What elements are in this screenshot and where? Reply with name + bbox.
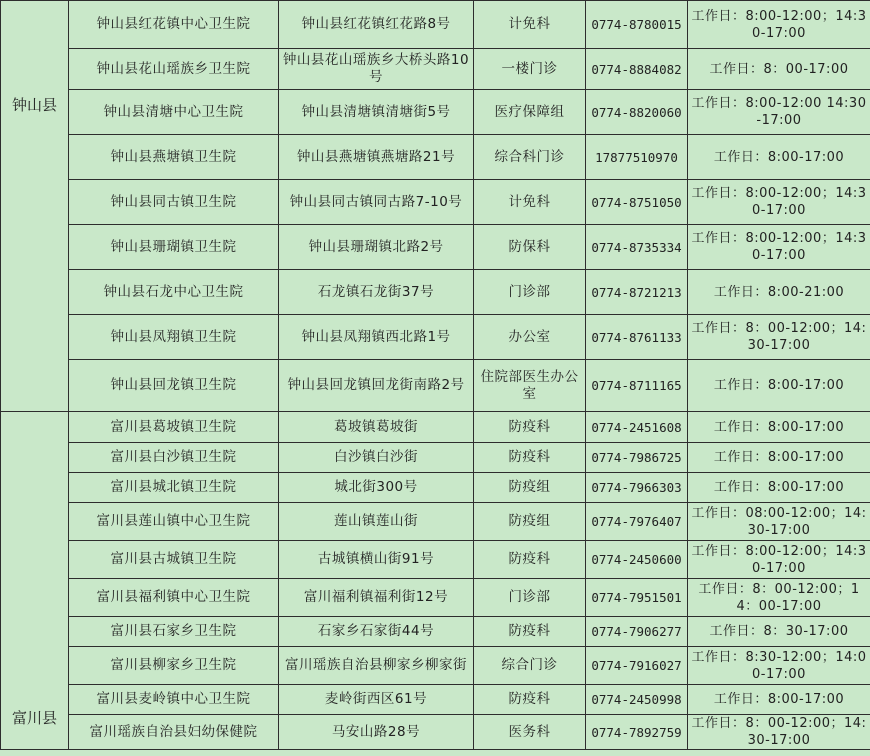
county-name: 钟山县 <box>11 96 57 114</box>
table-row <box>1 315 870 360</box>
hours-cell: 工作日：8：30-17:00 <box>688 617 870 647</box>
hours-cell: 工作日：8:00-12:00；14:30-17:00 <box>688 180 870 225</box>
table-row <box>1 180 870 225</box>
hospital-name-cell: 富川县古城镇卫生院 <box>69 541 279 579</box>
phone-cell: 0774-8721213 <box>586 270 688 315</box>
department-cell: 一楼门诊 <box>474 49 586 90</box>
county-cell <box>1 412 69 750</box>
department-cell: 综合科门诊 <box>474 135 586 180</box>
phone-cell: 0774-7976407 <box>586 503 688 541</box>
hours-cell: 工作日：8:00-21:00 <box>688 270 870 315</box>
hospital-name-cell: 钟山县花山瑶族乡卫生院 <box>69 49 279 90</box>
address-cell: 钟山县红花镇红花路8号 <box>279 1 474 49</box>
department-cell: 防疫科 <box>474 412 586 443</box>
department-cell: 计免科 <box>474 1 586 49</box>
department-cell: 住院部医生办公室 <box>474 360 586 412</box>
table-body <box>1 0 870 750</box>
phone-cell: 0774-8884082 <box>586 49 688 90</box>
hours-cell: 工作日：8:00-12:00；14:30-17:00 <box>688 225 870 270</box>
department-cell: 门诊部 <box>474 270 586 315</box>
hours-cell: 工作日：8:00-12:00；14:30-17:00 <box>688 1 870 49</box>
address-cell: 钟山县同古镇同古路7-10号 <box>279 180 474 225</box>
hours-cell: 工作日：8:00-17:00 <box>688 360 870 412</box>
department-cell: 防疫科 <box>474 685 586 715</box>
hospital-name-cell: 钟山县石龙中心卫生院 <box>69 270 279 315</box>
table-row <box>1 270 870 315</box>
department-cell: 医务科 <box>474 715 586 750</box>
address-cell: 马安山路28号 <box>279 715 474 750</box>
table-row <box>1 90 870 135</box>
department-cell: 计免科 <box>474 180 586 225</box>
table-row <box>1 647 870 685</box>
phone-cell: 0774-2451608 <box>586 412 688 443</box>
hours-cell: 工作日：8：00-12:00；14:30-17:00 <box>688 315 870 360</box>
hours-cell: 工作日：8:00-12:00 14:30-17:00 <box>688 90 870 135</box>
address-cell: 白沙镇白沙街 <box>279 443 474 473</box>
hours-cell: 工作日：8:00-17:00 <box>688 412 870 443</box>
address-cell: 富川福利镇福利街12号 <box>279 579 474 617</box>
address-cell: 钟山县燕塘镇燕塘路21号 <box>279 135 474 180</box>
address-cell: 葛坡镇葛坡街 <box>279 412 474 443</box>
hospital-name-cell: 富川县柳家乡卫生院 <box>69 647 279 685</box>
department-cell: 防疫组 <box>474 503 586 541</box>
address-cell: 钟山县回龙镇回龙街南路2号 <box>279 360 474 412</box>
hours-cell: 工作日：8:00-12:00；14:30-17:00 <box>688 541 870 579</box>
department-cell: 办公室 <box>474 315 586 360</box>
hospital-name-cell: 钟山县清塘中心卫生院 <box>69 90 279 135</box>
address-cell: 麦岭街西区61号 <box>279 685 474 715</box>
phone-cell: 0774-8711165 <box>586 360 688 412</box>
hours-cell: 工作日：08:00-12:00；14:30-17:00 <box>688 503 870 541</box>
phone-cell: 0774-7906277 <box>586 617 688 647</box>
phone-cell: 0774-2450998 <box>586 685 688 715</box>
hospital-name-cell: 钟山县回龙镇卫生院 <box>69 360 279 412</box>
phone-cell: 0774-7966303 <box>586 473 688 503</box>
address-cell: 古城镇横山街91号 <box>279 541 474 579</box>
hospital-name-cell: 富川瑶族自治县妇幼保健院 <box>69 715 279 750</box>
table-row <box>1 135 870 180</box>
phone-cell: 0774-7951501 <box>586 579 688 617</box>
phone-cell: 17877510970 <box>586 135 688 180</box>
phone-cell: 0774-8735334 <box>586 225 688 270</box>
hospital-name-cell: 钟山县同古镇卫生院 <box>69 180 279 225</box>
address-cell: 莲山镇莲山街 <box>279 503 474 541</box>
phone-cell: 0774-7916027 <box>586 647 688 685</box>
address-cell: 钟山县珊瑚镇北路2号 <box>279 225 474 270</box>
hours-cell: 工作日：8:00-17:00 <box>688 135 870 180</box>
department-cell: 门诊部 <box>474 579 586 617</box>
table-row <box>1 503 870 541</box>
phone-cell: 0774-8820060 <box>586 90 688 135</box>
table-row <box>1 443 870 473</box>
address-cell: 富川瑶族自治县柳家乡柳家街 <box>279 647 474 685</box>
table-row <box>1 360 870 412</box>
phone-cell: 0774-8751050 <box>586 180 688 225</box>
hospital-name-cell: 富川县城北镇卫生院 <box>69 473 279 503</box>
table-row <box>1 715 870 750</box>
table-row <box>1 617 870 647</box>
table-row <box>1 412 870 443</box>
hours-cell: 工作日：8：00-12:00；14：00-17:00 <box>688 579 870 617</box>
department-cell: 防保科 <box>474 225 586 270</box>
hospital-name-cell: 钟山县红花镇中心卫生院 <box>69 1 279 49</box>
address-cell: 石龙镇石龙街37号 <box>279 270 474 315</box>
hospital-name-cell: 富川县麦岭镇中心卫生院 <box>69 685 279 715</box>
table-row <box>1 1 870 49</box>
hours-cell: 工作日：8:00-17:00 <box>688 473 870 503</box>
department-cell: 综合门诊 <box>474 647 586 685</box>
department-cell: 防疫组 <box>474 473 586 503</box>
department-cell: 防疫科 <box>474 443 586 473</box>
hours-cell: 工作日：8:00-17:00 <box>688 685 870 715</box>
table-row <box>1 579 870 617</box>
address-cell: 石家乡石家街44号 <box>279 617 474 647</box>
county-cell <box>1 1 69 412</box>
phone-cell: 0774-7892759 <box>586 715 688 750</box>
hours-cell: 工作日：8：00-12:00；14:30-17:00 <box>688 715 870 750</box>
hospital-name-cell: 富川县福利镇中心卫生院 <box>69 579 279 617</box>
table-row <box>1 685 870 715</box>
hospital-name-cell: 富川县葛坡镇卫生院 <box>69 412 279 443</box>
department-cell: 防疫科 <box>474 617 586 647</box>
address-cell: 钟山县凤翔镇西北路1号 <box>279 315 474 360</box>
phone-cell: 0774-8780015 <box>586 1 688 49</box>
phone-cell: 0774-7986725 <box>586 443 688 473</box>
table-row <box>1 473 870 503</box>
table-row <box>1 225 870 270</box>
county-name: 富川县 <box>11 709 57 727</box>
hospital-name-cell: 富川县白沙镇卫生院 <box>69 443 279 473</box>
hospital-name-cell: 富川县莲山镇中心卫生院 <box>69 503 279 541</box>
address-cell: 钟山县花山瑶族乡大桥头路10号 <box>279 49 474 90</box>
address-cell: 城北街300号 <box>279 473 474 503</box>
department-cell: 防疫科 <box>474 541 586 579</box>
phone-cell: 0774-8761133 <box>586 315 688 360</box>
phone-cell: 0774-2450600 <box>586 541 688 579</box>
hospital-name-cell: 钟山县珊瑚镇卫生院 <box>69 225 279 270</box>
hospital-name-cell: 钟山县凤翔镇卫生院 <box>69 315 279 360</box>
hospital-name-cell: 富川县石家乡卫生院 <box>69 617 279 647</box>
hours-cell: 工作日：8:00-17:00 <box>688 443 870 473</box>
table-row <box>1 49 870 90</box>
table-row <box>1 541 870 579</box>
hours-cell: 工作日：8:30-12:00；14:00-17:00 <box>688 647 870 685</box>
department-cell: 医疗保障组 <box>474 90 586 135</box>
hospital-name-cell: 钟山县燕塘镇卫生院 <box>69 135 279 180</box>
hours-cell: 工作日：8：00-17:00 <box>688 49 870 90</box>
address-cell: 钟山县清塘镇清塘街5号 <box>279 90 474 135</box>
